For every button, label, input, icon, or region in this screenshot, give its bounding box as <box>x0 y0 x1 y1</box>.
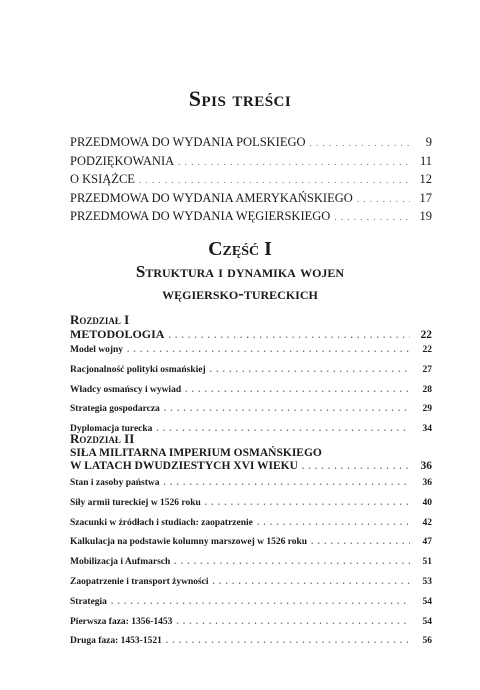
leader-dots <box>334 212 410 222</box>
entry-page: 22 <box>420 329 432 341</box>
entry-page: 53 <box>422 576 432 587</box>
part-label: Część I <box>208 238 272 260</box>
entry-title: Kalkulacja na podstawie kolumny marszowej w 1526 roku <box>70 537 308 548</box>
entry-title: Pierwsza faza: 1356-1453 <box>70 616 173 627</box>
leader-dots <box>164 403 410 413</box>
entry-title: Stan i zasoby państwa <box>70 478 160 488</box>
leader-dots <box>257 517 410 527</box>
chapter-1 <box>70 313 432 341</box>
entry-page: 17 <box>419 190 432 205</box>
toc-entry[interactable] <box>70 576 432 596</box>
entry-page: 40 <box>422 497 432 508</box>
toc-entry[interactable] <box>70 172 432 191</box>
entry-page: 42 <box>422 517 432 528</box>
entry-title: Model wojny <box>70 345 124 355</box>
entry-page: 36 <box>420 460 432 472</box>
part-title-line1: Struktura i dynamika wojen <box>135 262 345 281</box>
entry-title: PRZEDMOWA DO WYDANIA WĘGIERSKIEGO <box>70 209 331 223</box>
entry-page: 9 <box>425 135 432 149</box>
chapter-label: Rozdział I <box>70 312 130 327</box>
toc-entry[interactable] <box>70 556 432 576</box>
entry-title: PRZEDMOWA DO WYDANIA POLSKIEGO <box>70 135 306 149</box>
leader-dots <box>111 596 410 606</box>
entry-page: 27 <box>422 364 432 375</box>
entry-page: 34 <box>422 424 432 435</box>
toc-entry[interactable] <box>70 403 432 423</box>
entry-title: Strategia <box>70 596 107 607</box>
toc-entry[interactable] <box>70 635 432 655</box>
toc-entry[interactable] <box>70 364 432 384</box>
part-title-line2: węgiersko-tureckich <box>162 284 318 303</box>
chapter-title-line1: SIŁA MILITARNA IMPERIUM OSMAŃSKIEGO <box>70 447 322 459</box>
entry-title: Zaopatrzenie i transport żywności <box>70 576 209 587</box>
chapter-2 <box>70 432 432 474</box>
entry-page: 28 <box>422 384 432 395</box>
entry-page: 47 <box>422 537 432 548</box>
toc-entry[interactable] <box>70 517 432 537</box>
toc-entry[interactable] <box>70 497 432 517</box>
leader-dots <box>311 536 410 546</box>
entry-title: O KSIĄŻCE <box>70 172 135 186</box>
chapter-title-entry[interactable] <box>70 327 432 341</box>
entry-page: 11 <box>419 153 432 168</box>
chapter-2-sections <box>70 477 432 655</box>
chapter-1-sections <box>70 344 432 443</box>
leader-dots <box>302 461 410 471</box>
entry-page: 19 <box>419 209 432 223</box>
toc-entry[interactable] <box>70 135 432 154</box>
toc-entry[interactable] <box>70 616 432 636</box>
entry-page: 36 <box>422 478 432 488</box>
front-matter-list <box>70 135 432 228</box>
leader-dots <box>127 344 410 354</box>
entry-title: Druga faza: 1453-1521 <box>70 636 162 647</box>
chapter-title-line2: W LATACH DWUDZIESTYCH XVI WIEKU <box>70 460 298 472</box>
leader-dots <box>174 556 410 566</box>
toc-entry[interactable] <box>70 477 432 497</box>
entry-title: Mobilizacja i Aufmarsch <box>70 557 171 568</box>
leader-dots <box>357 194 410 204</box>
entry-title: Strategia gospodarcza <box>70 404 160 415</box>
leader-dots <box>139 175 410 185</box>
entry-page: 56 <box>422 636 432 647</box>
entry-title: PRZEDMOWA DO WYDANIA AMERYKAŃSKIEGO <box>70 190 353 205</box>
entry-page: 29 <box>422 404 432 415</box>
toc-title: Spis treści <box>188 86 292 111</box>
toc-entry[interactable] <box>70 344 432 364</box>
leader-dots <box>210 364 410 374</box>
entry-title: PODZIĘKOWANIA <box>70 153 175 168</box>
leader-dots <box>213 576 410 586</box>
entry-title: Siły armii tureckiej w 1526 roku <box>70 497 201 508</box>
entry-title: Dyplomacja turecka <box>70 424 153 435</box>
leader-dots <box>168 330 410 340</box>
leader-dots <box>185 384 410 394</box>
toc-entry[interactable] <box>70 596 432 616</box>
chapter-title: METODOLOGIA <box>70 327 165 341</box>
toc-entry[interactable] <box>70 191 432 210</box>
entry-page: 54 <box>422 596 432 607</box>
entry-page: 12 <box>419 172 432 186</box>
leader-dots <box>310 138 410 148</box>
leader-dots <box>163 477 410 487</box>
toc-entry[interactable] <box>70 154 432 173</box>
toc-entry[interactable] <box>70 384 432 404</box>
chapter-label: Rozdział II <box>70 431 135 446</box>
entry-page: 54 <box>422 616 432 627</box>
toc-entry[interactable] <box>70 536 432 556</box>
entry-page: 22 <box>422 345 432 355</box>
leader-dots <box>176 616 410 626</box>
chapter-title-entry[interactable] <box>70 460 432 474</box>
entry-title: Szacunki w źródłach i studiach: zaopatrzenie <box>70 517 253 528</box>
toc-entry[interactable] <box>70 209 432 228</box>
leader-dots <box>178 157 410 167</box>
entry-title: Władcy osmańscy i wywiad <box>70 384 182 395</box>
leader-dots <box>205 497 410 507</box>
leader-dots <box>166 635 410 645</box>
entry-title: Racjonalność polityki osmańskiej <box>70 364 206 375</box>
entry-page: 51 <box>422 557 432 568</box>
